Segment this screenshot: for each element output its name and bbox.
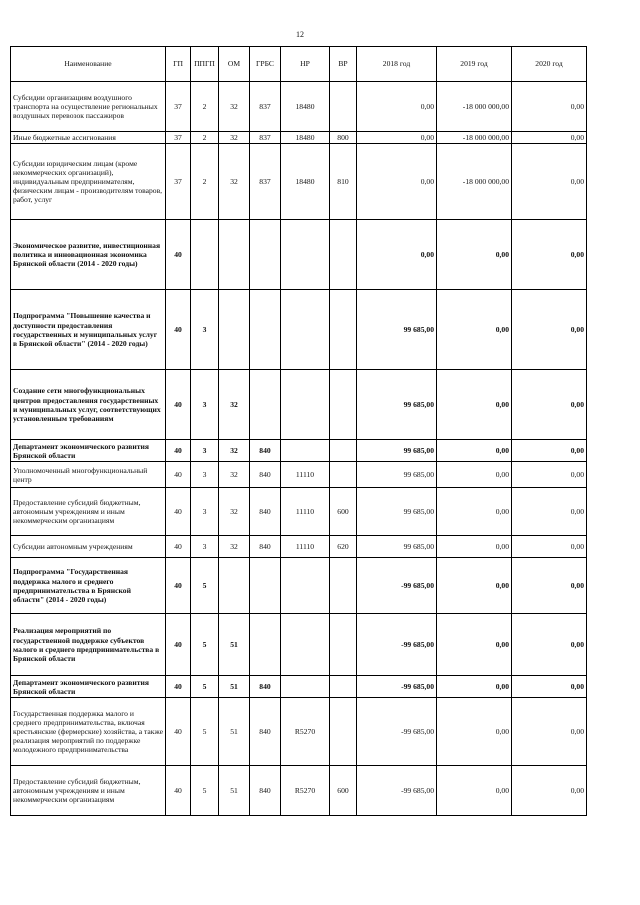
cell-vr: 620 [330, 536, 357, 558]
cell-y2018: -99 685,00 [357, 614, 437, 676]
cell-ppgp: 3 [191, 488, 219, 536]
cell-name: Реализация мероприятий по государственной поддержке субъектов малого и среднего предпринимательства в Брянской области [11, 614, 166, 676]
cell-vr: 600 [330, 488, 357, 536]
cell-y2018: 0,00 [357, 132, 437, 144]
cell-y2019: 0,00 [437, 462, 512, 488]
table-row [11, 536, 587, 558]
cell-y2019: 0,00 [437, 536, 512, 558]
cell-ppgp: 5 [191, 698, 219, 766]
cell-vr [330, 462, 357, 488]
cell-y2020: 0,00 [512, 614, 587, 676]
cell-ppgp: 2 [191, 132, 219, 144]
cell-y2018: -99 685,00 [357, 698, 437, 766]
cell-gp: 37 [166, 144, 191, 220]
table-row [11, 558, 587, 614]
cell-vr [330, 220, 357, 290]
cell-grbs: 837 [250, 132, 281, 144]
cell-nr: 18480 [281, 82, 330, 132]
cell-name: Департамент экономического развития Брянской области [11, 440, 166, 462]
cell-y2018: -99 685,00 [357, 558, 437, 614]
cell-gp: 40 [166, 220, 191, 290]
cell-name: Государственная поддержка малого и среднего предпринимательства, включая крестьянские (фермерские) хозяйства, а также реализация мероприятий по поддержке молодежного предпринимательства [11, 698, 166, 766]
cell-grbs [250, 290, 281, 370]
cell-grbs: 837 [250, 82, 281, 132]
cell-y2020: 0,00 [512, 698, 587, 766]
cell-grbs: 840 [250, 676, 281, 698]
cell-vr [330, 614, 357, 676]
cell-y2020: 0,00 [512, 440, 587, 462]
table-row [11, 370, 587, 440]
cell-gp: 40 [166, 558, 191, 614]
table-row [11, 82, 587, 132]
cell-vr [330, 82, 357, 132]
cell-y2019: 0,00 [437, 370, 512, 440]
cell-y2020: 0,00 [512, 82, 587, 132]
cell-gp: 40 [166, 440, 191, 462]
cell-name: Экономическое развитие, инвестиционная политика и инновационная экономика Брянской области (2014 - 2020 годы) [11, 220, 166, 290]
cell-y2020: 0,00 [512, 462, 587, 488]
cell-grbs: 837 [250, 144, 281, 220]
cell-ppgp: 5 [191, 558, 219, 614]
cell-vr: 810 [330, 144, 357, 220]
cell-gp: 40 [166, 614, 191, 676]
cell-nr [281, 220, 330, 290]
cell-y2020: 0,00 [512, 370, 587, 440]
table-row [11, 614, 587, 676]
cell-gp: 40 [166, 462, 191, 488]
cell-vr [330, 676, 357, 698]
cell-vr [330, 558, 357, 614]
cell-om [219, 558, 250, 614]
header-vr: ВР [330, 47, 357, 82]
cell-om: 32 [219, 462, 250, 488]
cell-y2020: 0,00 [512, 144, 587, 220]
cell-y2020: 0,00 [512, 290, 587, 370]
cell-y2018: 99 685,00 [357, 290, 437, 370]
cell-grbs: 840 [250, 462, 281, 488]
cell-y2018: -99 685,00 [357, 766, 437, 816]
cell-nr [281, 290, 330, 370]
cell-om: 32 [219, 488, 250, 536]
cell-name: Субсидии организациям воздушного транспорта на осуществление региональных воздушных перевозок пассажиров [11, 82, 166, 132]
cell-name: Предоставление субсидий бюджетным, автономным учреждениям и иным некоммерческим организациям [11, 766, 166, 816]
cell-vr [330, 440, 357, 462]
cell-om: 32 [219, 82, 250, 132]
cell-y2019: -18 000 000,00 [437, 82, 512, 132]
page-number: 12 [296, 30, 304, 39]
cell-name: Предоставление субсидий бюджетным, автономным учреждениям и иным некоммерческим организациям [11, 488, 166, 536]
cell-nr [281, 614, 330, 676]
table-row [11, 144, 587, 220]
cell-y2019: 0,00 [437, 488, 512, 536]
cell-y2020: 0,00 [512, 676, 587, 698]
cell-grbs: 840 [250, 536, 281, 558]
cell-y2018: 0,00 [357, 220, 437, 290]
cell-vr: 600 [330, 766, 357, 816]
cell-ppgp [191, 220, 219, 290]
cell-grbs: 840 [250, 488, 281, 536]
table-row [11, 698, 587, 766]
cell-y2018: -99 685,00 [357, 676, 437, 698]
cell-y2019: 0,00 [437, 614, 512, 676]
cell-name: Создание сети многофункциональных центров предоставления государственных и муниципальных услуг, соответствующих установленным требованиям [11, 370, 166, 440]
cell-y2019: 0,00 [437, 766, 512, 816]
cell-y2020: 0,00 [512, 558, 587, 614]
cell-ppgp: 5 [191, 766, 219, 816]
header-row [11, 47, 587, 82]
table-row [11, 440, 587, 462]
cell-y2018: 99 685,00 [357, 440, 437, 462]
cell-nr: 18480 [281, 132, 330, 144]
cell-nr: R5270 [281, 698, 330, 766]
cell-y2019: 0,00 [437, 290, 512, 370]
cell-ppgp: 2 [191, 144, 219, 220]
table-row [11, 290, 587, 370]
cell-y2019: 0,00 [437, 558, 512, 614]
cell-y2020: 0,00 [512, 488, 587, 536]
header-name: Наименование [11, 47, 166, 82]
cell-y2020: 0,00 [512, 766, 587, 816]
cell-name: Подпрограмма "Повышение качества и доступности предоставления государственных и муниципальных услуг в Брянской области" (2014 - 2020 годы) [11, 290, 166, 370]
header-ppgp: ППГП [191, 47, 219, 82]
cell-gp: 40 [166, 766, 191, 816]
budget-table [10, 46, 587, 816]
cell-y2019: 0,00 [437, 440, 512, 462]
header-2020: 2020 год [512, 47, 587, 82]
cell-name: Подпрограмма "Государственная поддержка малого и среднего предпринимательства в Брянской области" (2014 - 2020 годы) [11, 558, 166, 614]
cell-grbs [250, 220, 281, 290]
cell-ppgp: 3 [191, 440, 219, 462]
cell-grbs: 840 [250, 766, 281, 816]
cell-nr [281, 370, 330, 440]
cell-grbs [250, 370, 281, 440]
cell-grbs [250, 614, 281, 676]
cell-om: 51 [219, 766, 250, 816]
cell-grbs [250, 558, 281, 614]
cell-y2018: 99 685,00 [357, 462, 437, 488]
header-2018: 2018 год [357, 47, 437, 82]
table-row [11, 676, 587, 698]
cell-nr [281, 676, 330, 698]
cell-om: 32 [219, 132, 250, 144]
cell-vr: 800 [330, 132, 357, 144]
cell-nr: 11110 [281, 462, 330, 488]
cell-y2019: -18 000 000,00 [437, 144, 512, 220]
cell-y2018: 0,00 [357, 82, 437, 132]
cell-om: 51 [219, 676, 250, 698]
table-row [11, 132, 587, 144]
table-row [11, 462, 587, 488]
cell-grbs: 840 [250, 698, 281, 766]
header-nr: НР [281, 47, 330, 82]
cell-vr [330, 370, 357, 440]
cell-ppgp: 5 [191, 614, 219, 676]
cell-gp: 40 [166, 370, 191, 440]
cell-om: 51 [219, 698, 250, 766]
cell-gp: 37 [166, 132, 191, 144]
header-om: ОМ [219, 47, 250, 82]
table-row [11, 766, 587, 816]
header-gp: ГП [166, 47, 191, 82]
cell-om: 51 [219, 614, 250, 676]
cell-om [219, 220, 250, 290]
header-grbs: ГРБС [250, 47, 281, 82]
cell-y2018: 0,00 [357, 144, 437, 220]
cell-ppgp: 3 [191, 290, 219, 370]
cell-gp: 40 [166, 488, 191, 536]
cell-gp: 40 [166, 676, 191, 698]
header-2019: 2019 год [437, 47, 512, 82]
cell-om: 32 [219, 440, 250, 462]
cell-om [219, 290, 250, 370]
cell-gp: 40 [166, 536, 191, 558]
cell-name: Субсидии автономным учреждениям [11, 536, 166, 558]
cell-nr: R5270 [281, 766, 330, 816]
cell-name: Департамент экономического развития Брянской области [11, 676, 166, 698]
cell-y2018: 99 685,00 [357, 536, 437, 558]
cell-nr [281, 558, 330, 614]
cell-ppgp: 3 [191, 536, 219, 558]
cell-y2019: -18 000 000,00 [437, 132, 512, 144]
cell-y2018: 99 685,00 [357, 370, 437, 440]
cell-om: 32 [219, 144, 250, 220]
cell-nr: 11110 [281, 536, 330, 558]
cell-nr: 18480 [281, 144, 330, 220]
table-row [11, 220, 587, 290]
cell-gp: 40 [166, 290, 191, 370]
cell-om: 32 [219, 536, 250, 558]
cell-om: 32 [219, 370, 250, 440]
cell-y2020: 0,00 [512, 536, 587, 558]
cell-nr [281, 440, 330, 462]
cell-name: Уполномоченный многофункциональный центр [11, 462, 166, 488]
cell-vr [330, 290, 357, 370]
cell-gp: 37 [166, 82, 191, 132]
cell-ppgp: 3 [191, 462, 219, 488]
cell-y2019: 0,00 [437, 698, 512, 766]
cell-ppgp: 2 [191, 82, 219, 132]
cell-ppgp: 3 [191, 370, 219, 440]
cell-y2020: 0,00 [512, 220, 587, 290]
table-row [11, 488, 587, 536]
cell-name: Иные бюджетные ассигнования [11, 132, 166, 144]
cell-ppgp: 5 [191, 676, 219, 698]
cell-y2020: 0,00 [512, 132, 587, 144]
cell-gp: 40 [166, 698, 191, 766]
cell-y2019: 0,00 [437, 676, 512, 698]
cell-name: Субсидии юридическим лицам (кроме некоммерческих организаций), индивидуальным предпринимателям, физическим лицам - производителям товаров, работ, услуг [11, 144, 166, 220]
cell-y2018: 99 685,00 [357, 488, 437, 536]
cell-y2019: 0,00 [437, 220, 512, 290]
cell-vr [330, 698, 357, 766]
cell-grbs: 840 [250, 440, 281, 462]
cell-nr: 11110 [281, 488, 330, 536]
